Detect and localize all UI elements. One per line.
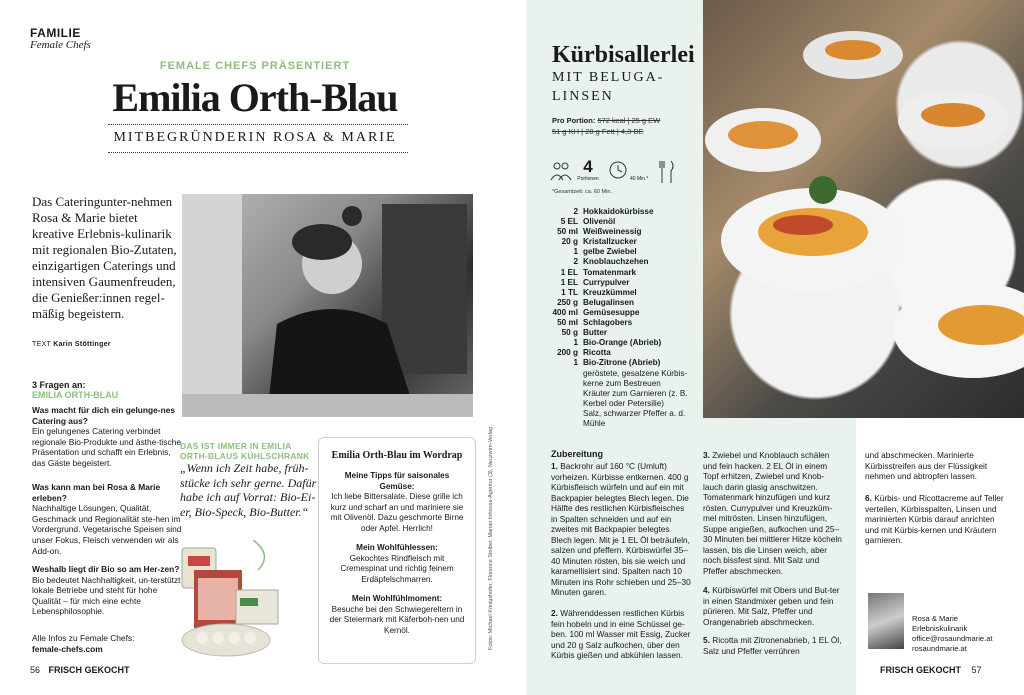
step-text: Ricotta mit Zitronenabrieb, 1 EL Öl, Salz und Pfeffer verrühren [703,635,842,656]
ingredient-row [540,369,700,389]
qa-question: Weshalb liegt dir Bio so am Her-zen? [32,564,180,574]
ingredient-name: Hokkaidokürbisse [583,207,654,216]
step-text: Kürbis- und Ricottacreme auf Teller verteilen, Kürbisspalten, Linsen und marinierten Kürbis darauf anrichten und mit Kürbis-kernen und Kräutern garnieren. [865,493,1004,545]
ingredient-name: Ricotta [583,348,611,358]
step-3 [703,450,843,576]
step-4 [703,585,843,627]
wordrap-heading: Mein Wohlfühlmoment: [351,594,443,603]
recipe-subtitle: MIT BELUGA-LINSEN [552,70,665,104]
step-number: 3. [703,450,710,460]
ingredient-amount: 400 ml [552,307,578,317]
portrait-photo [182,194,473,417]
ingredient-row [540,217,700,227]
ingredient-amount: 200 g [557,348,578,358]
portions-label: Portionen [577,176,599,182]
ingredient-amount: 1 TL [561,287,578,297]
ingredient-row [540,227,700,237]
ingredient-row [540,278,700,288]
ingredient-amount: 250 g [557,297,578,307]
ingredient-name: geröstete, gesalzene Kürbis-kerne zum Bestreuen [583,368,688,388]
ingredient-name: Kreuzkümmel [583,287,637,297]
qa-question: Was kann man bei Rosa & Marie erleben? [32,482,161,503]
presents-kicker: FEMALE CHEFS PRÄSENTIERT [159,60,351,72]
author-name: Karin Stöttinger [53,341,111,348]
more-info-link[interactable]: female-chefs.com [32,643,103,654]
ingredient-row [540,298,700,308]
ingredient-name: Bio-Orange (Abrieb) [583,338,662,348]
clock-icon [608,160,628,180]
photo-credit: Fotos: Michael Königshofer, Florence Stoiber, Marian Inhouse-Agentur (3), Neuzwirn-Verlag [488,426,494,650]
ingredient-name: Kristallzucker [583,237,637,247]
right-folio [880,665,982,675]
contact-website[interactable]: rosaundmarie.at [912,644,967,653]
ingredient-row [540,247,700,257]
ingredient-row [540,207,700,217]
recipe-title: Kürbisallerlei [552,42,695,68]
ingredients-list [540,207,700,429]
wordrap-box [318,437,476,664]
ingredient-row [540,268,700,278]
ingredient-name: Tomatenmark [583,267,637,277]
ingredient-name: gelbe Zwiebel [583,247,637,257]
ingredient-amount: 1 [573,338,578,348]
step-text: Währenddessen restlichen Kürbis fein hobeln und in eine Schüssel ge-ben. 100 ml Wasser mit Essig, Zucker und 20 g Salz aufkochen, über den Kürbis gießen und abkühlen lassen. [551,608,691,660]
section-subtitle: Female Chefs [30,39,91,51]
ingredient-amount: 1 [573,358,578,368]
step-text: Backrohr auf 160 °C (Umluft) vorheizen. Kürbisse entkernen. 400 g Kürbisfleisch würfeln und auf ein mit Backpapier belegtes Blech legen. Die Hälfte des restlichen Kürbisfleisches in Spalten schneiden und auf ein zweites mit Backpapier belegtes Blech legen. Mit je 1 EL Öl beträufeln, salzen und pfeffern. Kürbiswürfel 35–40 Minuten rösten, bis sie weich und karamellisiert sind. Spalten nach 10 Minuten ins Rohr schieben und 25–30 Minuten garen. [551,461,691,597]
recipe-meta [550,157,690,186]
author-credit [32,341,111,348]
contact-company: Rosa & Marie [912,614,959,623]
qa-question: Was macht für dich ein gelunge-nes Catering aus? [32,405,176,426]
qa-item [32,564,182,617]
author-label: TEXT [32,341,51,348]
preparation-title: Zubereitung [551,449,603,459]
step-number: 1. [551,461,558,471]
ingredient-amount: 20 g [561,237,578,247]
wordrap-text: Besuche bei den Schwiegereltern in der Steiermark mit Käferboh-nen und Kernöl. [329,604,465,635]
ingredient-name: Kräuter zum Garnieren (z. B. Kerbel oder Petersilie) [583,388,688,408]
ingredient-name: Gemüsesuppe [583,307,640,317]
step-number: 4. [703,585,710,595]
contact-photo [868,593,904,649]
ingredient-name: Olivenöl [583,217,616,227]
wordrap-text: Ich liebe Bittersalate. Diese grille ich kurz und scharf an und mariniere sie mit Olivenöl. Dazu geschmorte Birne oder Apfel. Herrlich! [330,492,464,533]
step-text: Zwiebel und Knoblauch schälen und fein hacken. 2 EL Öl in einem Topf erhitzen, Zwiebel und Knob-lauch darin glasig anschwitzen. Tomatenmark hinzufügen und kurz rösten. Currypulver und Kreuzküm-mel mitrösten. Linsen hinzufügen, Suppe angießen, aufkochen und 25–30 Minuten bei mittlerer Hitze köcheln lassen, bis die Linsen weich, aber noch bissfest sind. Mit Salz und Pfeffer abschmecken. [703,450,842,576]
qa-answer: Ein gelungenes Catering verbindet regionale Bio-Produkte und ästhe-tische Präsentation und schafft ein Erlebnis, das Gäste begeistert. [32,426,181,468]
qa-item [32,482,182,556]
wordrap-item [329,543,465,585]
ingredient-name: Schlagobers [583,318,633,328]
products-image [178,540,313,660]
ingredient-row [540,328,700,338]
ingredient-name: Belugalinsen [583,297,634,307]
wordrap-text: Gekochtes Rindfleisch mit Cremespinat und richtig feinem Erdäpfelschmarren. [340,553,454,584]
page-number: 57 [971,665,982,675]
ingredient-row [540,237,700,247]
portion-values-2: 51 g KH | 28 g Fett | 4,3 BE [552,127,644,136]
people-icon [550,160,572,184]
step-2 [551,608,691,661]
wordrap-heading: Mein Wohlfühlessen: [356,543,438,552]
ingredient-row [540,358,700,368]
qa-answer: Bio bedeutet Nachhaltigkeit, un-terstützt lokale Betriebe und steht für hohe Qualität – für mich eine echte Lebensphilosophie. [32,574,181,617]
ingredient-row [540,389,700,409]
step-number: 5. [703,635,710,645]
section-title: FAMILIE [30,26,81,40]
wordrap-heading: Meine Tipps für saisonales Gemüse: [344,471,450,491]
ingredient-amount [540,409,583,429]
total-time: *Gesamtzeit: ca. 60 Min. [552,189,612,195]
ingredient-amount: 50 ml [557,227,578,237]
ingredient-amount: 50 g [561,328,578,338]
ingredient-amount: 1 [573,247,578,257]
questions-heading-line1: 3 Fragen an: [32,380,86,390]
ingredient-name: Weißweinessig [583,227,642,237]
title-rule-top [108,124,408,125]
ingredient-amount: 5 EL [560,217,578,227]
portions-block [576,158,600,182]
portion-label: Pro Portion: [552,116,596,125]
ingredient-amount: 50 ml [557,318,578,328]
ingredient-amount: 1 EL [560,277,578,287]
ingredient-row [540,257,700,267]
footer-label: FRISCH GEKOCHT [880,665,961,675]
questions-heading [32,380,182,400]
ingredient-row [540,318,700,328]
qa-answer: Nachhaltige Lösungen, Qualität, Geschmack und Regionalität ste-hen im Vordergrund. Vegetarische Speisen sind unser Fokus, Fleisch verwenden wir als Add-on. [32,503,182,556]
footer-label: FRISCH GEKOCHT [48,665,130,675]
role-subtitle: MITBEGRÜNDERIN ROSA & MARIE [113,130,397,145]
step-5 [703,635,843,656]
cutlery-icon [658,160,676,184]
ingredient-row [540,338,700,348]
left-folio [30,665,130,675]
contact-email[interactable]: office@rosaundmarie.at [912,634,993,643]
portions-value: 4 [583,157,593,176]
ingredient-amount: 2 [573,257,578,267]
ingredient-row [540,288,700,298]
step-6 [865,493,1010,546]
ingredient-amount [540,389,583,409]
step-text: Kürbiswürfel mit Obers und But-ter in einen Standmixer geben und fein pürieren. Mit Salz, Pfeffer und Orangenabrieb abschmecken. [703,585,840,627]
portion-values: 572 kcal | 25 g EW [597,116,661,125]
ingredient-name: Knoblauchzehen [583,257,649,267]
ingredient-row [540,348,700,358]
contact-tagline: Erlebniskulinarik [912,624,968,633]
fridge-quote: „Wenn ich Zeit habe, früh-stücke ich sehr gerne. Dafür habe ich auf Vorrat: Bio-Ei-er, Bio-Speck, Bio-Butter.“ [180,461,317,519]
ingredient-row [540,409,700,429]
ingredient-amount: 2 [573,207,578,216]
page-number: 56 [30,665,41,675]
time-label: 40 Min.* [630,176,649,182]
step-number: 2. [551,608,558,618]
ingredient-name: Butter [583,328,608,338]
fridge-heading: DAS IST IMMER IN EMILIA ORTH-BLAUS KÜHLSCHRANK [180,441,310,461]
ingredient-name: Bio-Zitrone (Abrieb) [583,358,661,368]
questions-heading-line2: EMILIA ORTH-BLAU [32,390,119,400]
wordrap-item [329,594,465,636]
nutrition-info [552,115,692,137]
ingredient-name: Currypulver [583,277,630,287]
more-info [32,633,182,654]
dish-photo [703,0,1024,418]
step-5-continued [865,450,1010,482]
step-text: und abschmecken. Marinierte Kürbisstreifen aus der Flüssigkeit nehmen und abtropfen lassen. [865,450,988,481]
ingredient-row [540,308,700,318]
ingredient-name: Salz, schwarzer Pfeffer a. d. Mühle [583,408,686,428]
title-rule-bottom [108,152,408,153]
qa-item [32,405,182,469]
ingredient-amount [540,369,583,389]
wordrap-title: Emilia Orth-Blau im Wordrap [331,450,463,461]
contact-block [912,614,1022,654]
page-title: Emilia Orth-Blau [112,75,398,120]
step-1 [551,461,691,598]
intro-text: Das Cateringunter-nehmen Rosa & Marie bietet kreative Erlebnis-kulinarik mit regionalen Bio-Zutaten, einzigartigen Caterings und intensiven Gaumenfreuden, die Genießer:innen regel-mäßig begeistern. [32,194,177,321]
more-info-label: Alle Infos zu Female Chefs: [32,633,135,643]
ingredient-amount: 1 EL [560,267,578,277]
wordrap-item [329,471,465,534]
step-number: 6. [865,493,872,503]
